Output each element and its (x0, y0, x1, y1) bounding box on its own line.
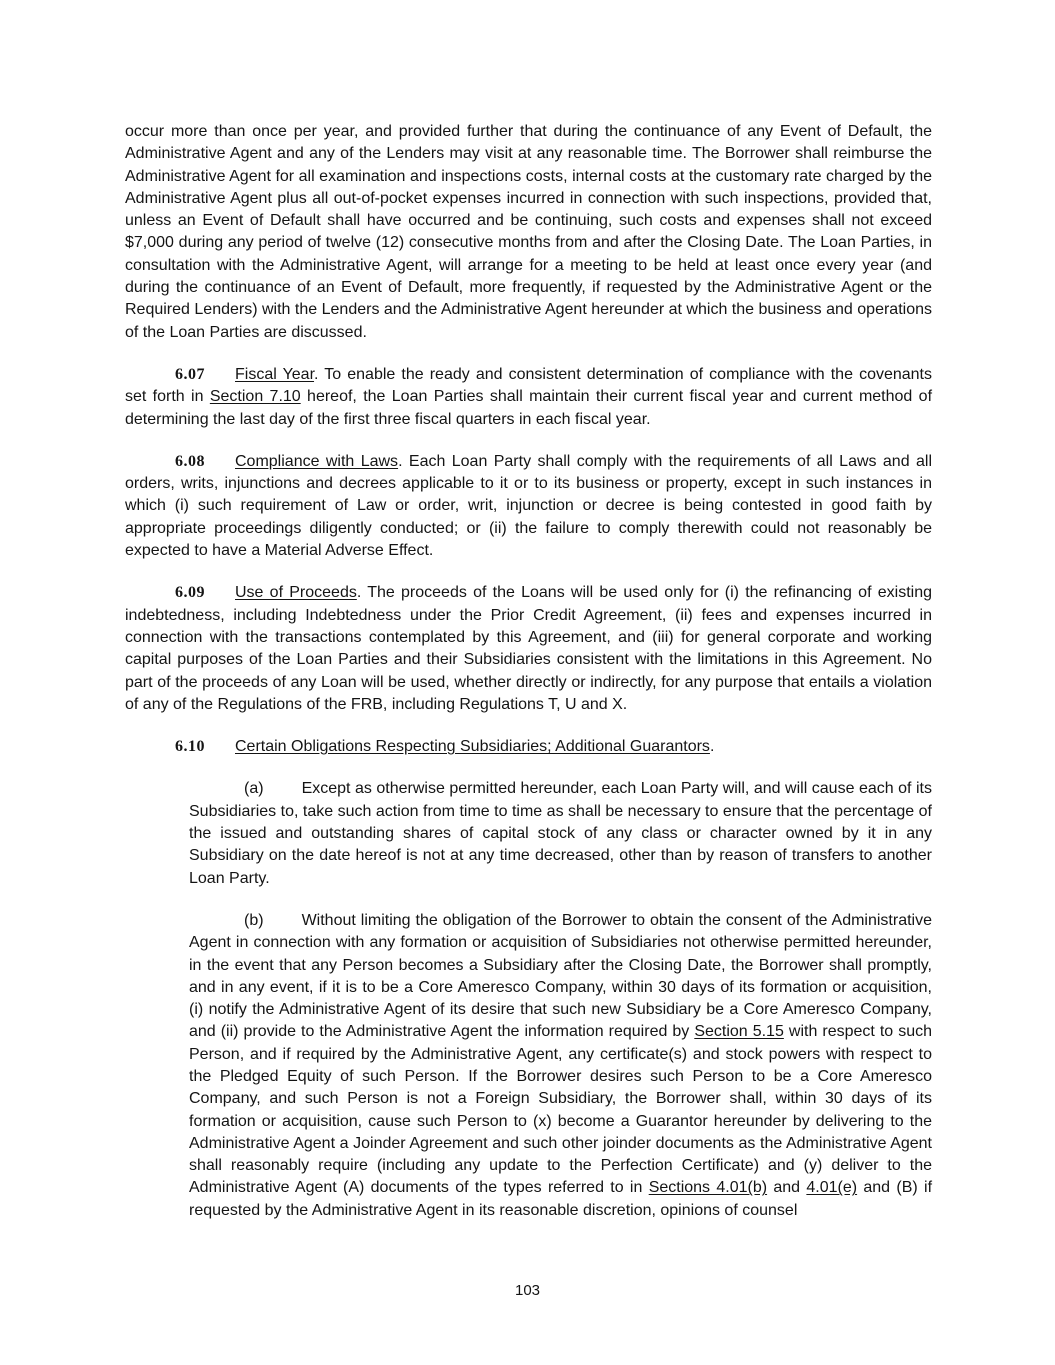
section-heading: Compliance with Laws (235, 452, 399, 470)
section-text: . (709, 738, 715, 756)
cross-reference: Section 5.15 (694, 1023, 784, 1041)
subsection-label: (a) (244, 780, 264, 798)
section-number: 6.10 (175, 738, 205, 756)
section-text: . To enable the ready and consistent determination of compliance with the covenants set forth in (125, 365, 933, 406)
section-text: . Each Loan Party shall comply with the requirements of all Laws and all orders, writs, injunctions and decrees applicable to it or to its business or property, except in such instances in which (i) such requirement of Law or order, writ, injunction or decree is being contested in good faith by appropriate proceedings diligently conducted; or (ii) the failure to comply therewith could not reasonably be expected to have a Material Adverse Effect. (125, 452, 932, 560)
cross-reference: 4.01(e) (806, 1179, 858, 1197)
cross-reference: Sections 4.01(b) (648, 1179, 768, 1197)
section-6-07 (125, 364, 932, 431)
subsection-label: (b) (244, 911, 264, 929)
section-text: hereof, the Loan Parties shall maintain their current fiscal year and current method of determining the last day of the first three fiscal quarters in each fiscal year. (125, 388, 933, 428)
subsection-text: and (767, 1179, 807, 1197)
subsection-b (189, 910, 932, 1222)
paragraph-text: occur more than once per year, and provided further that during the continuance of any Event of Default, the Administrative Agent and any of the Lenders may visit at any reasonable time. The Borrower shall reimburse the Administrative Agent for all examination and inspections costs, internal costs at the customary rate charged by the Administrative Agent plus all out-of-pocket expenses incurred in connection with such inspections, provided that, unless an Event of Default shall have occurred and be continuing, such costs and expenses shall not exceed $7,000 during any period of twelve (12) consecutive months from and after the Closing Date. The Loan Parties, in consultation with the Administrative Agent, will arrange for a meeting to be held at least once every year (and during the continuance of an Event of Default, more frequently, if requested by the Administrative Agent or the Required Lenders) with the Lenders and the Administrative Agent hereunder at which the business and operations of the Loan Parties are discussed. (125, 123, 932, 341)
document-body (125, 121, 932, 1242)
subsection-text: and (B) if requested by the Administrative Agent in its reasonable discretion, opinions of counsel (189, 1179, 933, 1219)
subsection-text: Except as otherwise permitted hereunder, each Loan Party will, and will cause each of its Subsidiaries to, take such action from time to time as shall be necessary to ensure that the percentage of the issued and outstanding shares of capital stock of any class or character owned by it in any Subsidiary on the date hereof is not at any time decreased, other than by reason of transfers to another Loan Party. (189, 780, 932, 887)
section-number: 6.07 (175, 365, 205, 383)
cross-reference: Section 7.10 (209, 388, 301, 406)
section-heading: Use of Proceeds (235, 584, 357, 602)
section-heading: Fiscal Year (235, 365, 315, 383)
section-6-09 (125, 582, 932, 716)
subsection-text: Without limiting the obligation of the Borrower to obtain the consent of the Administrative Agent in connection with any formation or acquisition of Subsidiaries not otherwise permitted hereunder, in the event that any Person becomes a Subsidiary after the Closing Date, the Borrower shall promptly, and in any event, if it is to be a Core Ameresco Company, within 30 days of its formation or acquisition, (i) notify the Administrative Agent of its desire that such new Subsidiary be a Core Ameresco Company, and (ii) provide to the Administrative Agent the information required by (189, 911, 932, 1041)
page-number: 103 (514, 1282, 541, 1299)
section-6-08 (125, 451, 932, 562)
paragraph-continuation (125, 121, 932, 344)
subsection-a (189, 778, 932, 889)
section-6-10 (125, 736, 932, 758)
section-number: 6.09 (175, 584, 205, 602)
subsection-text: with respect to such Person, and if required by the Administrative Agent, any certificate(s) and stock powers with respect to the Pledged Equity of such Person. If the Borrower desires such Person to be a Core Ameresco Company, and such Person is not a Foreign Subsidiary, the Borrower shall, within 30 days of its formation or acquisition, cause such Person to (x) become a Guarantor hereunder by delivering to the Administrative Agent a Joinder Agreement and such other joinder documents as the Administrative Agent shall reasonably require (including any update to the Perfection Certificate) and (y) deliver to the Administrative Agent (A) documents of the types referred to in (189, 1023, 933, 1197)
section-heading: Certain Obligations Respecting Subsidiaries; Additional Guarantors (235, 738, 710, 756)
section-number: 6.08 (175, 452, 205, 470)
section-text: . The proceeds of the Loans will be used only for (i) the refinancing of existing indebtedness, including Indebtedness under the Prior Credit Agreement, (ii) fees and expenses incurred in connection with the transactions contemplated by this Agreement, and (iii) for general corporate and working capital purposes of the Loan Parties and their Subsidiaries consistent with the limitations in this Agreement. No part of the proceeds of any Loan will be used, whether directly or indirectly, for any purpose that entails a violation of any of the Regulations of the FRB, including Regulations T, U and X. (125, 584, 932, 713)
